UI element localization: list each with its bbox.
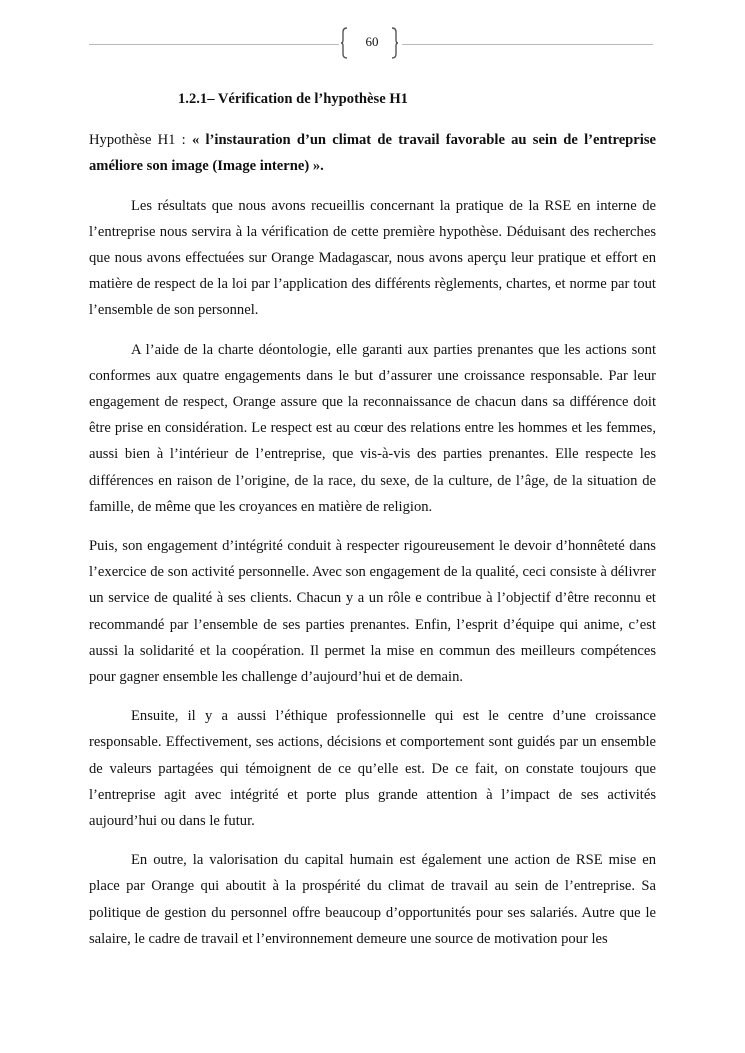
left-bracket-icon <box>341 27 348 59</box>
header-rule-left <box>89 44 339 45</box>
paragraph: A l’aide de la charte déontologie, elle garanti aux parties prenantes que les actions sont conformes aux quatre engagements dans le but d’assurer une croissance responsable. Par leur engagement de respect, Orange assure que la reconnaissance de chacun dans sa différence doit être prise en considération. Le respect est au cœur des relations entre les hommes et les femmes, aussi bien à l’intérieur de l’entreprise, que vis-à-vis des parties prenantes. Elle respecte les différences en raison de l’origine, de la race, du sexe, de la culture, de l’âge, de la situation de famille, de même que les croyances en matière de religion. <box>89 341 656 515</box>
paragraph: En outre, la valorisation du capital humain est également une action de RSE mise en place par Orange qui aboutit à la prospérité du climat de travail au sein de l’entreprise. Sa politique de gestion du personnel offre beaucoup d’opportunités pour ses salariés. Autre que le salaire, le cadre de travail et l’environnement demeure une source de motivation pour les <box>89 852 656 947</box>
paragraph: Ensuite, il y a aussi l’éthique professionnelle qui est le centre d’une croissance responsable. Effectivement, ses actions, décisions et comportement sont guidés par un ensemble de valeurs partagées qui témoignent de ce qu’elle est. De ce fait, on constate toujours que l’entreprise agit avec intégrité et porte plus grande attention à l’impact de ses activités aujourd’hui ou dans le futur. <box>89 708 656 830</box>
paragraph: Puis, son engagement d’intégrité conduit à respecter rigoureusement le devoir d’honnêteté dans l’exercice de son activité personnelle. Avec son engagement de la qualité, ceci consiste à délivrer un service de qualité à ses clients. Chacun y a un rôle e contribue à l’objectif d’être reconnu et recommandé par l’ensemble de ses parties prenantes. Enfin, l’esprit d’équipe qui anime, c’est aussi la solidarité et la coopération. Il permet la mise en commun des meilleurs compétences pour gagner ensemble les challenge d’aujourd’hui et de demain. <box>89 538 656 686</box>
section-heading: 1.2.1– Vérification de l’hypothèse H1 <box>178 91 408 107</box>
page-number: 60 <box>365 34 379 49</box>
right-bracket-icon <box>391 27 398 59</box>
document-body <box>89 86 656 952</box>
hypothesis-statement <box>89 127 656 179</box>
header-rule-right <box>402 44 653 45</box>
hypothesis-label: Hypothèse H1 : <box>89 132 192 149</box>
paragraph: Les résultats que nous avons recueillis concernant la pratique de la RSE en interne de l’entreprise nous servira à la vérification de cette première hypothèse. Déduisant des recherches que nous avons effectuées sur Orange Madagascar, nous avons aperçu leur pratique et effort en matière de respect de la loi par l’application des différents règlements, chartes, et norme par tout l’ensemble de son personnel. <box>89 197 656 319</box>
hypothesis-text: « l’instauration d’un climat de travail favorable au sein de l’entreprise améliore son image (Image interne) ». <box>89 132 656 175</box>
